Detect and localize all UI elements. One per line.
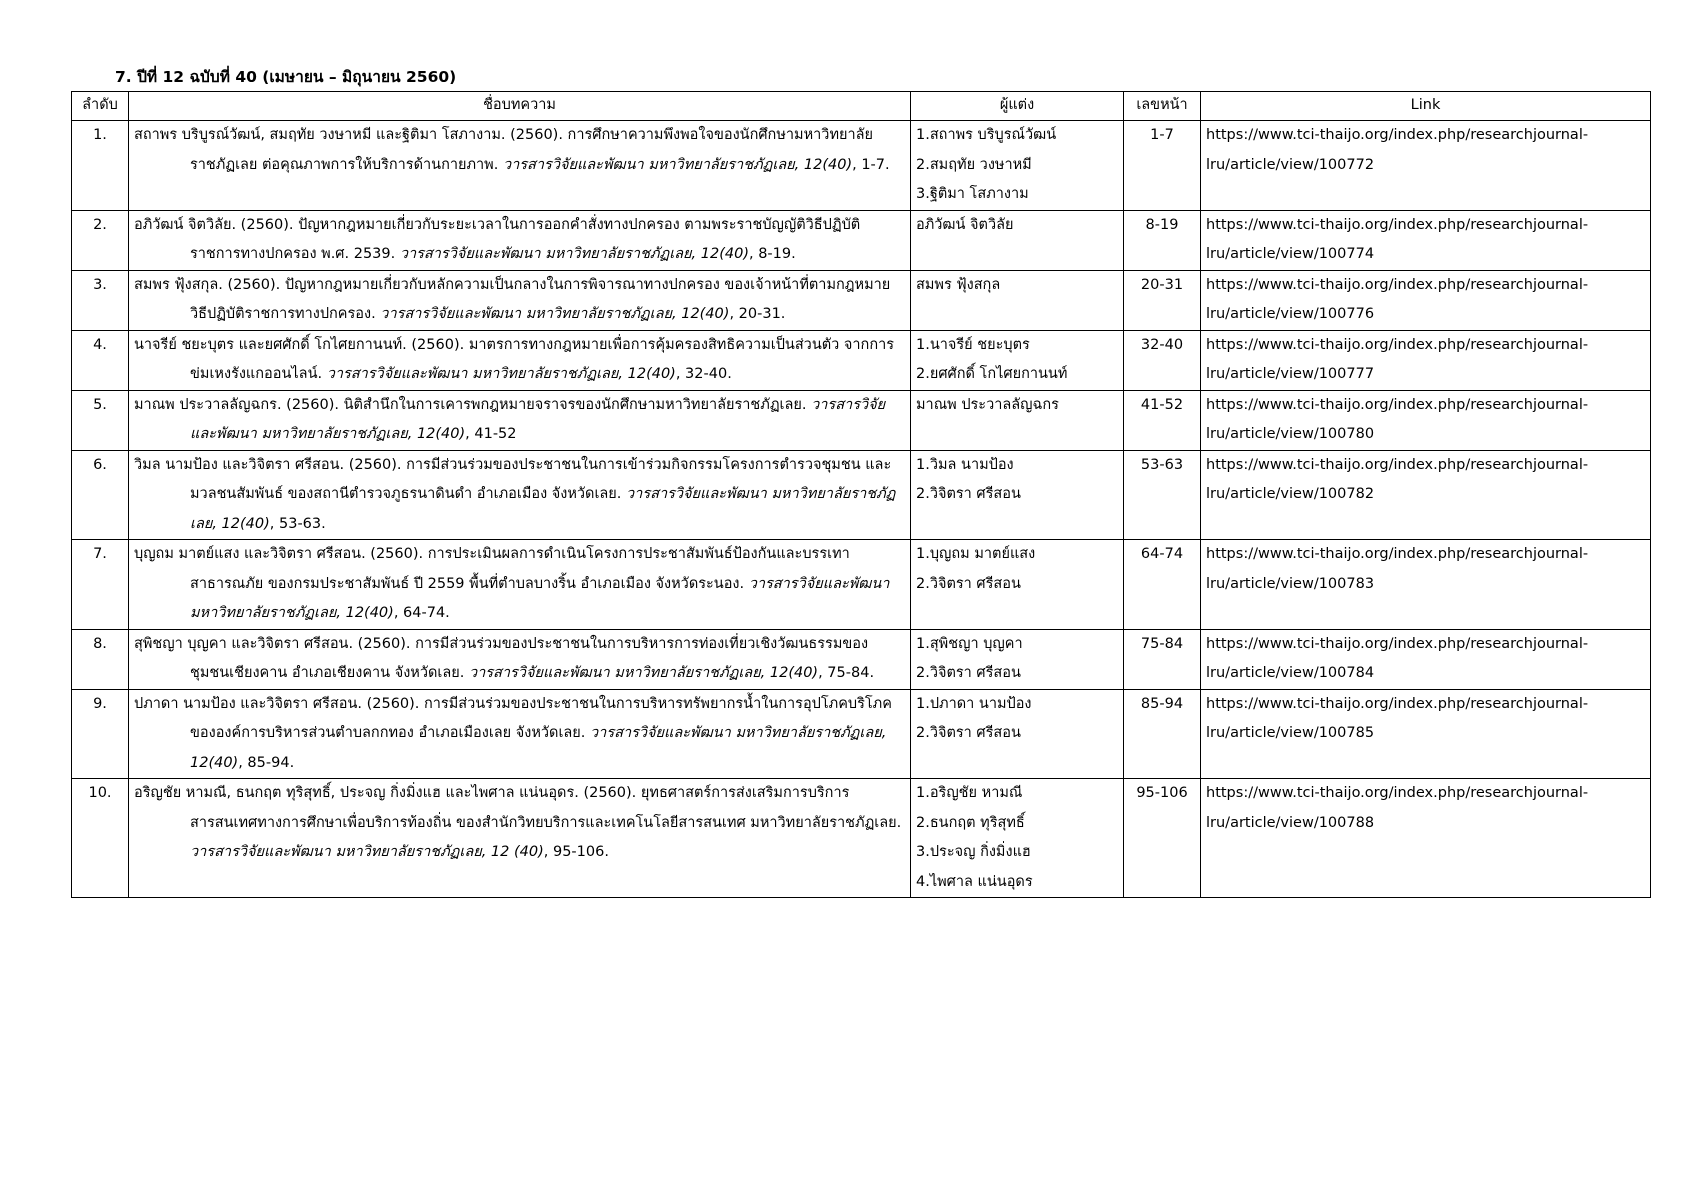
authors-cell [911,629,1124,689]
citation-body: ปภาดา นามป้อง และวิจิตรา ศรีสอน. (2560). การมีส่วนร่วมของประชาชนในการบริหารทรัพยากรน้ำในการอุปโภคบริโภค ขององค์การบริหารส่วนตำบลกกทอง อำเภอเมืองเลย จังหวัดเลย. [134,695,892,741]
table-row [72,330,1651,390]
article-link[interactable] [1201,330,1651,390]
article-link-text[interactable]: https://www.tci-thaijo.org/index.php/researchjournal- [1206,127,1589,143]
author-name: 2.ธนกฤต ทุริสุทธิ์ [916,814,1025,831]
article-link-text[interactable]: https://www.tci-thaijo.org/index.php/researchjournal- [1206,276,1589,293]
authors-cell [911,270,1124,330]
author-name: 1.อริญชัย หามณี [916,785,1023,801]
page-range: 53-63 [1124,450,1201,540]
author-name: 1.นาจรีย์ ชยะบุตร [916,336,1030,353]
citation-text [134,690,905,779]
author-name: 4.ไพศาล แน่นอุดร [916,873,1033,890]
article-link[interactable] [1201,210,1651,270]
citation-pages: , 1-7. [852,156,890,173]
page-range: 75-84 [1124,629,1201,689]
article-link-text[interactable]: https://www.tci-thaijo.org/index.php/researchjournal- [1206,695,1589,712]
column-header-title: ชื่อบทความ [129,92,911,121]
author-name: 2.วิจิตรา ศรีสอน [916,665,1021,681]
citation-cell [129,540,911,630]
article-link-text[interactable]: lru/article/view/100772 [1206,156,1375,173]
citation-pages: , 75-84. [818,665,875,681]
article-link[interactable] [1201,629,1651,689]
authors-cell [911,689,1124,779]
citation-text [134,211,905,270]
article-link-text[interactable]: https://www.tci-thaijo.org/index.php/researchjournal- [1206,396,1589,413]
article-link[interactable] [1201,270,1651,330]
article-link[interactable] [1201,689,1651,779]
article-link-text[interactable]: https://www.tci-thaijo.org/index.php/researchjournal- [1206,216,1589,233]
citation-body: มาณพ ประวาลลัญฉกร. (2560). นิติสำนึกในการเคารพกฎหมายจราจรของนักศึกษามหาวิทยาลัยราชภัฏเลย. [134,396,812,413]
row-number: 3. [72,270,129,330]
table-row [72,210,1651,270]
row-number: 9. [72,689,129,779]
citation-cell [129,210,911,270]
table-row [72,270,1651,330]
author-name: 1.บุญถม มาตย์แสง [916,546,1036,562]
authors-cell [911,210,1124,270]
page-range: 8-19 [1124,210,1201,270]
article-link-text[interactable]: lru/article/view/100788 [1206,814,1375,831]
author-name: 3.ฐิติมา โสภางาม [916,186,1029,202]
journal-name: วารสารวิจัยและพัฒนา มหาวิทยาลัยราชภัฏเลย, 12(40) [190,725,887,771]
author-name: 2.วิจิตรา ศรีสอน [916,486,1021,502]
column-header-authors: ผู้แต่ง [911,92,1124,121]
author-name: มาณพ ประวาลลัญฉกร [916,396,1059,413]
citation-body: อริญชัย หามณี, ธนกฤต ทุริสุทธิ์, ประจญ กิ่งมิ่งแฮ และไพศาล แน่นอุดร. (2560). ยุทธศาสตร์การส่งเสริมการบริการสารสนเทศทางการศึกษาเพื่อบริการท้องถิ่น ของสำนักวิทยบริการและเทคโนโลยีสารสนเทศ มหาวิทยาลัยราชภัฏเลย. [134,785,902,831]
author-name: 1.สถาพร บริบูรณ์วัฒน์ [916,127,1057,143]
journal-name: วารสารวิจัยและพัฒนา มหาวิทยาลัยราชภัฏเลย, 12(40) [399,246,749,262]
column-header-pages: เลขหน้า [1124,92,1201,121]
table-row [72,629,1651,689]
table-row [72,540,1651,630]
row-number: 10. [72,779,129,898]
journal-name: วารสารวิจัยและพัฒนา มหาวิทยาลัยราชภัฏเลย, 12(40) [190,575,890,621]
journal-name: วารสารวิจัยและพัฒนา มหาวิทยาลัยราชภัฏเลย, 12(40) [190,486,896,532]
citation-text [134,331,905,390]
article-link-text[interactable]: https://www.tci-thaijo.org/index.php/researchjournal- [1206,785,1589,801]
citation-cell [129,629,911,689]
article-link[interactable] [1201,540,1651,630]
row-number: 5. [72,390,129,450]
authors-cell [911,540,1124,630]
citation-pages: , 85-94. [238,754,295,771]
row-number: 7. [72,540,129,630]
author-name: 2.วิจิตรา ศรีสอน [916,725,1021,741]
article-link-text[interactable]: lru/article/view/100780 [1206,426,1375,442]
row-number: 8. [72,629,129,689]
header-row [72,92,1651,121]
article-link-text[interactable]: https://www.tci-thaijo.org/index.php/researchjournal- [1206,635,1589,652]
author-name: 3.ประจญ กิ่งมิ่งแฮ [916,844,1031,860]
author-name: 1.สุพิชญา บุญคา [916,635,1023,652]
author-name: 2.สมฤทัย วงษาหมี [916,156,1032,173]
article-link[interactable] [1201,779,1651,898]
authors-cell [911,121,1124,211]
journal-name: วารสารวิจัยและพัฒนา มหาวิทยาลัยราชภัฏเลย, 12(40) [468,665,819,681]
citation-body: อภิวัฒน์ จิตวิลัย. (2560). ปัญหากฎหมายเกี่ยวกับระยะเวลาในการออกคำสั่งทางปกครอง ตามพระราชบัญญัติวิธีปฏิบัติราชการทางปกครอง พ.ศ. 2539. [134,216,861,262]
article-table [71,91,1651,898]
citation-pages: , 8-19. [748,246,796,262]
citation-body: บุญถม มาตย์แสง และวิจิตรา ศรีสอน. (2560). การประเมินผลการดำเนินโครงการประชาสัมพันธ์ป้องกันและบรรเทาสาธารณภัย ของกรมประชาสัมพันธ์ ปี 2559 พื้นที่ตำบลบางริ้น อำเภอเมือง จังหวัดระนอง. [134,546,850,592]
page-range: 85-94 [1124,689,1201,779]
citation-pages: , 53-63. [269,515,326,532]
row-number: 6. [72,450,129,540]
authors-cell [911,450,1124,540]
page-range: 41-52 [1124,390,1201,450]
citation-cell [129,390,911,450]
citation-text [134,540,905,629]
citation-pages: , 20-31. [729,306,786,322]
article-link-text[interactable]: lru/article/view/100784 [1206,665,1375,681]
page-range: 64-74 [1124,540,1201,630]
citation-text [134,271,905,330]
author-name: 2.ยศศักดิ์ โกไศยกานนท์ [916,366,1068,382]
article-link-text[interactable]: lru/article/view/100776 [1206,306,1375,322]
citation-body: นาจรีย์ ชยะบุตร และยศศักดิ์ โกไศยกานนท์. (2560). มาตรการทางกฎหมายเพื่อการคุ้มครองสิทธิความเป็นส่วนตัว จากการข่มเหงรังแกออนไลน์. [134,336,895,382]
citation-text [134,779,905,868]
author-name: 1.ปภาดา นามป้อง [916,695,1032,712]
authors-cell [911,779,1124,898]
article-link-text[interactable]: lru/article/view/100782 [1206,486,1375,502]
citation-pages: , 32-40. [675,366,732,382]
article-link-text[interactable]: lru/article/view/100777 [1206,366,1375,382]
table-header [72,92,1651,121]
section-heading: 7. ปีที่ 12 ฉบับที่ 40 (เมษายน – มิถุนายน 2560) [115,68,457,86]
page-range: 32-40 [1124,330,1201,390]
table-row [72,121,1651,211]
table-row [72,390,1651,450]
journal-name: วารสารวิจัยและพัฒนา มหาวิทยาลัยราชภัฏเลย, 12(40) [190,396,886,442]
table-row [72,450,1651,540]
citation-cell [129,330,911,390]
citation-text [134,451,905,540]
citation-text [134,391,905,450]
column-header-link: Link [1201,92,1651,121]
citation-cell [129,121,911,211]
citation-body: วิมล นามป้อง และวิจิตรา ศรีสอน. (2560). การมีส่วนร่วมของประชาชนในการเข้าร่วมกิจกรรมโครงการตำรวจชุมชน และมวลชนสัมพันธ์ ของสถานีตำรวจภูธรนาดินดำ อำเภอเมือง จังหวัดเลย. [134,456,892,502]
citation-text [134,121,905,180]
journal-name: วารสารวิจัยและพัฒนา มหาวิทยาลัยราชภัฏเลย, 12 (40) [190,844,544,860]
page-range: 20-31 [1124,270,1201,330]
citation-body: สุพิชญา บุญคา และวิจิตรา ศรีสอน. (2560). การมีส่วนร่วมของประชาชนในการบริหารการท่องเที่ยวเชิงวัฒนธรรมของชุมชนเชียงคาน อำเภอเชียงคาน จังหวัดเลย. [134,635,869,681]
citation-cell [129,779,911,898]
author-name: สมพร ฟุ้งสกุล [916,276,1001,293]
article-link-text[interactable]: lru/article/view/100785 [1206,725,1375,741]
table-row [72,779,1651,898]
authors-cell [911,330,1124,390]
citation-cell [129,270,911,330]
page-range: 1-7 [1124,121,1201,211]
article-link[interactable] [1201,390,1651,450]
article-link-text[interactable]: lru/article/view/100783 [1206,575,1375,592]
citation-pages: , 95-106. [543,844,609,860]
page-range: 95-106 [1124,779,1201,898]
citation-pages: , 41-52 [465,426,517,442]
citation-body: สถาพร บริบูรณ์วัฒน์, สมฤทัย วงษาหมี และฐิติมา โสภางาม. (2560). การศึกษาความพึงพอใจของนักศึกษามหาวิทยาลัยราชภัฏเลย ต่อคุณภาพการให้บริการด้านกายภาพ. [134,127,874,173]
column-header-number: ลำดับ [72,92,129,121]
table-body [72,121,1651,898]
article-link[interactable] [1201,450,1651,540]
citation-body: สมพร ฟุ้งสกุล. (2560). ปัญหากฎหมายเกี่ยวกับหลักความเป็นกลางในการพิจารณาทางปกครอง ของเจ้าหน้าที่ตามกฎหมายวิธีปฏิบัติราชการทางปกครอง. [134,276,891,322]
article-link-text[interactable]: https://www.tci-thaijo.org/index.php/researchjournal- [1206,546,1589,562]
authors-cell [911,390,1124,450]
citation-cell [129,450,911,540]
row-number: 2. [72,210,129,270]
citation-text [134,630,905,689]
article-link-text[interactable]: lru/article/view/100774 [1206,246,1375,262]
author-name: 2.วิจิตรา ศรีสอน [916,575,1021,592]
citation-pages: , 64-74. [393,605,450,621]
table-row [72,689,1651,779]
journal-name: วารสารวิจัยและพัฒนา มหาวิทยาลัยราชภัฏเลย, 12(40) [380,306,730,322]
article-link-text[interactable]: https://www.tci-thaijo.org/index.php/researchjournal- [1206,336,1589,353]
row-number: 1. [72,121,129,211]
article-link[interactable] [1201,121,1651,211]
citation-cell [129,689,911,779]
author-name: อภิวัฒน์ จิตวิลัย [916,216,1014,233]
journal-name: วารสารวิจัยและพัฒนา มหาวิทยาลัยราชภัฏเลย, 12(40) [502,156,853,173]
row-number: 4. [72,330,129,390]
journal-name: วารสารวิจัยและพัฒนา มหาวิทยาลัยราชภัฏเลย, 12(40) [326,366,676,382]
author-name: 1.วิมล นามป้อง [916,456,1014,473]
article-link-text[interactable]: https://www.tci-thaijo.org/index.php/researchjournal- [1206,456,1589,473]
